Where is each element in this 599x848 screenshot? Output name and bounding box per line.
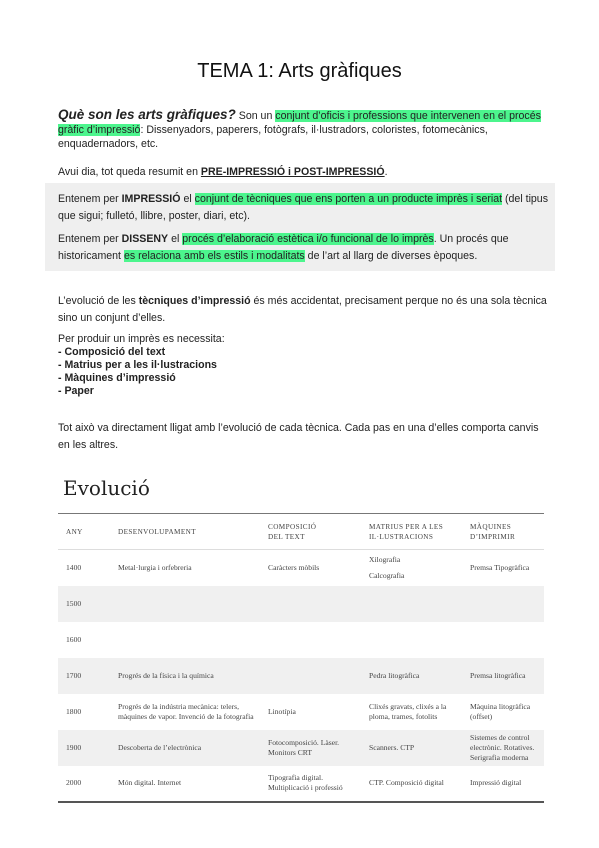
table-header-row <box>58 514 544 550</box>
summary-emphasis: PRE-IMPRESSIÓ i POST-IMPRESSIÓ <box>200 166 385 178</box>
definitions-box <box>45 183 555 271</box>
evolution-pre: L’evolució de les <box>58 295 136 307</box>
impressio-mid: el <box>183 193 192 205</box>
table-row <box>58 550 544 586</box>
cell-composicio <box>260 658 361 694</box>
table-row <box>58 622 544 658</box>
cell-maquines: Sistemes de control electrònic. Rotatives. Serigrafia moderna <box>462 730 544 766</box>
list-item: - Màquines d’impressió <box>58 372 176 384</box>
col-desenvolupament: DESENVOLUPAMENT <box>110 514 260 550</box>
cell-matrius: Clixés gravats, clixés a la ploma, trames, fotolits <box>369 701 447 721</box>
intro-heading: Què son les arts gràfiques? <box>58 107 236 122</box>
cell-composicio <box>260 622 361 658</box>
cell-desenvolupament: Progrés de la física i la química <box>110 658 260 694</box>
cell-matrius: Scanners. CTP <box>361 730 462 766</box>
cell-any: 1400 <box>66 562 82 572</box>
cell-maquines <box>462 586 544 622</box>
list-item: - Paper <box>58 385 94 397</box>
cell-desenvolupament <box>110 622 260 658</box>
table-row <box>58 586 544 622</box>
disseny-rest: de l’art al llarg de diverses èpoques. <box>307 250 478 262</box>
intro-pre: Son un <box>238 110 273 122</box>
cell-matrius: Xilografia Calcografia <box>369 554 405 580</box>
cell-maquines: Premsa Tipogràfica <box>470 562 530 572</box>
summary-post: . <box>384 166 388 178</box>
cell-any: 1800 <box>66 706 82 716</box>
evolution-bold: tècniques d’impressió <box>138 295 251 307</box>
evolucio-heading: Evolució <box>63 476 150 500</box>
needs-intro: Per produir un imprès es necessita: <box>58 333 225 345</box>
cell-maquines <box>462 622 544 658</box>
cell-desenvolupament: Món digital. Internet <box>110 766 260 802</box>
disseny-term: DISSENY <box>121 233 169 245</box>
intro-rest: : Dissenyadors, paperers, fotògrafs, il·lustradors, coloristes, fotomecànics, enquadernadors, etc. <box>58 124 488 150</box>
evolution-paragraph <box>58 293 548 327</box>
col-any: ANY <box>58 514 110 550</box>
evolution-table <box>58 513 544 803</box>
col-matrius: MATRIUS PER A LES IL·LUSTRACIONS <box>361 514 462 550</box>
cell-any: 1900 <box>58 730 110 766</box>
cell-desenvolupament: Progrés de la indústria mecànica: telers, màquines de vapor. Invenció de la fotografia <box>118 701 254 721</box>
list-item: - Matrius per a les il·lustracions <box>58 359 217 371</box>
disseny-highlight-2: es relaciona amb els estils i modalitats <box>123 250 305 262</box>
summary-paragraph <box>58 165 548 179</box>
cell-any: 2000 <box>58 766 110 802</box>
disseny-mid: el <box>171 233 180 245</box>
table-row <box>58 730 544 766</box>
col-composicio: COMPOSICIÓ DEL TEXT <box>260 514 361 550</box>
table-row <box>58 694 544 730</box>
table-row <box>58 766 544 802</box>
impressio-rest: (del tipus que sigui; fulletó, llibre, poster, diari, etc). <box>58 193 549 222</box>
cell-desenvolupament <box>110 586 260 622</box>
cell-composicio: Fotocomposició. Làser. Monitors CRT <box>260 730 361 766</box>
impressio-pre: Entenem per <box>58 193 119 205</box>
disseny-definition <box>58 231 548 265</box>
impressio-definition <box>58 191 548 225</box>
intro-paragraph <box>58 108 548 151</box>
page-title: TEMA 1: Arts gràfiques <box>197 60 402 82</box>
summary-pre: Avui dia, tot queda resumit en <box>58 166 198 178</box>
cell-composicio <box>260 586 361 622</box>
disseny-mid2: . Un procés que historicament <box>58 233 509 262</box>
disseny-highlight-1: procés d’elaboració estètica i/o funcional de lo imprès <box>182 233 434 245</box>
cell-maquines: Màquina litogràfica (offset) <box>470 701 531 721</box>
col-maquines: MÀQUINES D’IMPRIMIR <box>462 514 544 550</box>
table-row <box>58 658 544 694</box>
impressio-term: IMPRESSIÓ <box>121 193 181 205</box>
cell-any: 1500 <box>58 586 110 622</box>
cell-desenvolupament: Metal·lurgia i orfebreria <box>118 562 192 572</box>
cell-composicio: Linotípia <box>268 706 296 716</box>
cell-any: 1600 <box>66 634 82 644</box>
evolution-rest: és més accidentat, precisament perque no és una sola tècnica sino un conjunt d’elles. <box>58 295 547 324</box>
cell-desenvolupament: Descoberta de l’electrònica <box>110 730 260 766</box>
cell-maquines: Premsa litogràfica <box>462 658 544 694</box>
cell-matrius <box>361 622 462 658</box>
cell-composicio: Caràcters mòbils <box>268 562 320 572</box>
cell-matrius <box>361 586 462 622</box>
intro-highlight: conjunt d’oficis i professions que intervenen en el procés gràfic d’impressió <box>58 110 541 136</box>
impressio-highlight: conjunt de tècniques que ens porten a un producte imprès i seriat <box>194 193 503 205</box>
needs-list <box>58 333 548 398</box>
cell-maquines: Impressió digital <box>462 766 544 802</box>
cell-matrius: Pedra litogràfica <box>361 658 462 694</box>
disseny-pre: Entenem per <box>58 233 119 245</box>
cell-matrius: CTP. Composició digital <box>361 766 462 802</box>
cell-composicio: Tipografia digital. Multiplicació i professió <box>260 766 361 802</box>
closing-paragraph: Tot això va directament lligat amb l’evolució de cada tècnica. Cada pas en una d’elles comporta canvis en les altres. <box>58 422 539 451</box>
cell-any: 1700 <box>58 658 110 694</box>
list-item: - Composició del text <box>58 346 166 358</box>
